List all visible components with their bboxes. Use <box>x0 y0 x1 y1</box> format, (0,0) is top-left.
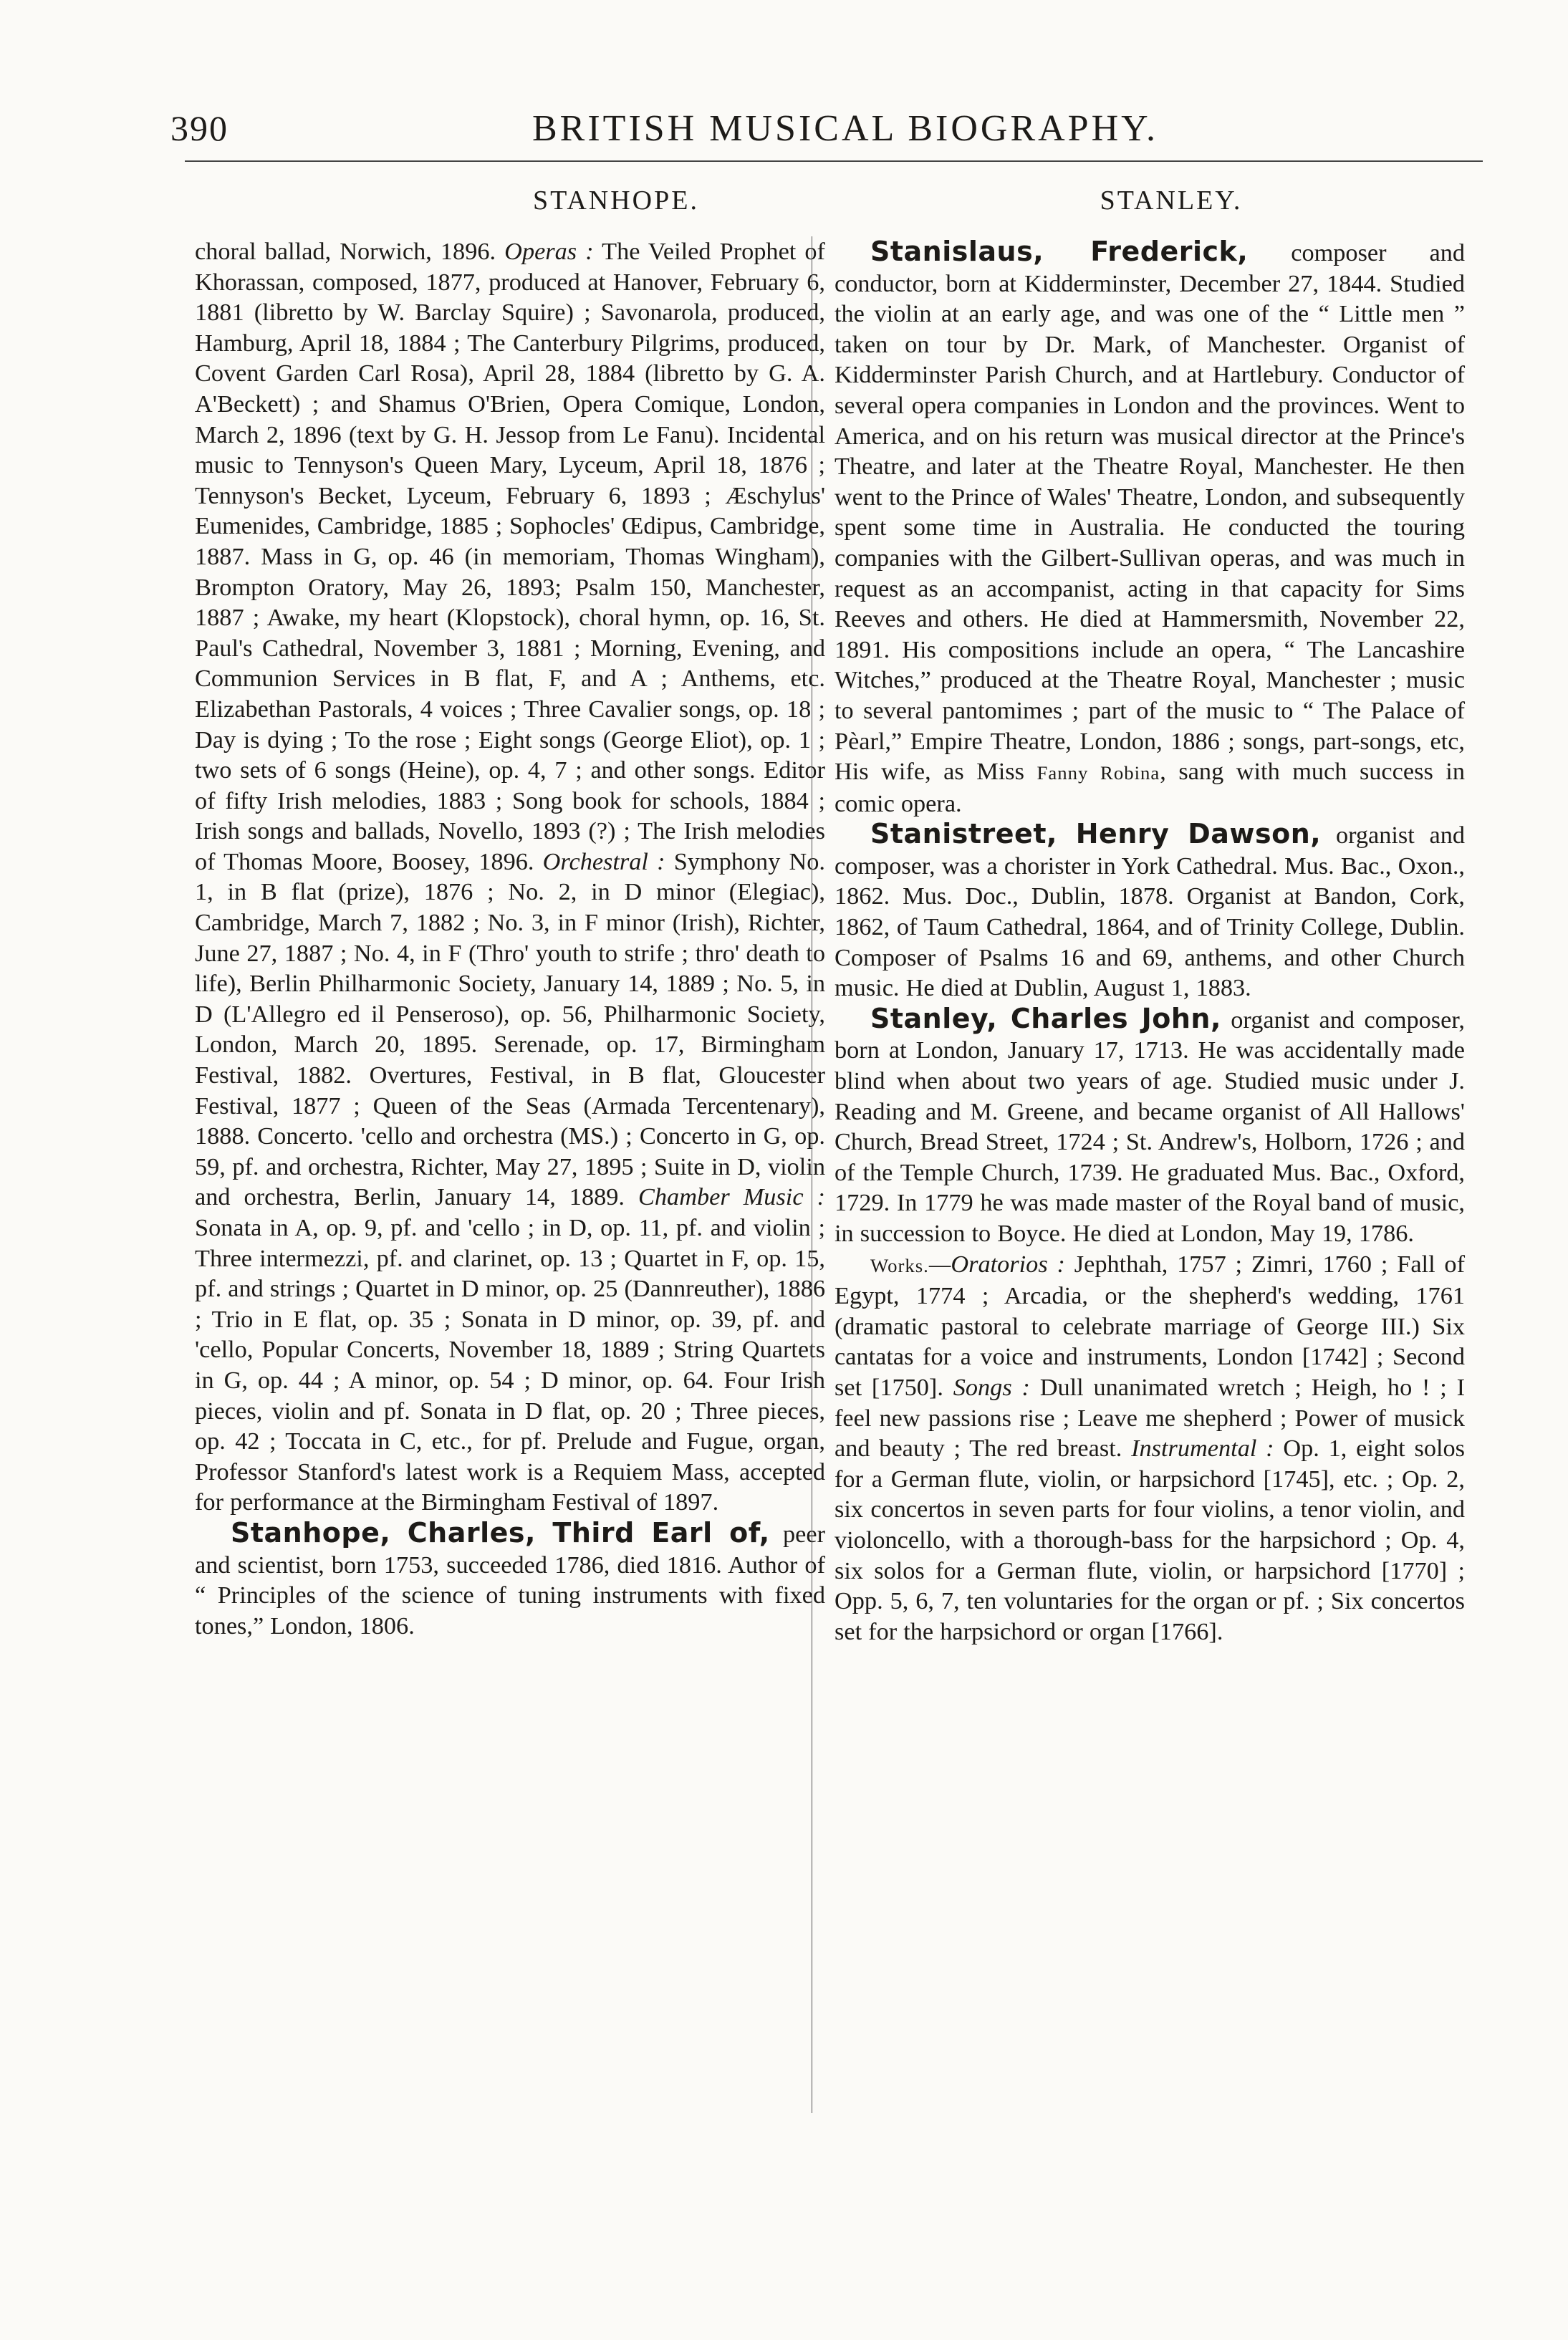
small-caps-name: Fanny Robina <box>1036 762 1160 784</box>
running-title: BRITISH MUSICAL BIOGRAPHY. <box>532 108 1158 149</box>
operas-label: Operas : <box>504 238 594 265</box>
text-run: Sonata in A, op. 9, pf. and 'cello ; in D, op. 11, pf. and violin ; Three intermezzi, pf. and clarinet, op. 13 ; Quartet in F, op. 15, pf. and strings ; Quartet in D minor, op. 25 (Dannreuther), 1886 ; Trio in E flat, op. 35 ; Sonata in D minor, op. 39, pf. and 'cello, Popular Concerts, November 18, 1889 ; String Quartets in G, op. 44 ; A minor, op. 54 ; D minor, op. 64. Four Irish pieces, violin and pf. Sonata in D flat, op. 20 ; Three pieces, op. 42 ; Toccata in C, etc., for pf. Prelude and Fugue, organ, Professor Stanford's latest work is a Requiem Mass, accepted for performance at the Birmingham Festival of 1897. <box>195 1214 825 1516</box>
text-run: Jephthah, 1757 ; Zimri, 1760 ; Fall of Egypt, 1774 ; Arcadia, or the shepherd's wedding, 1761 (dramatic pastoral to celebrate marriage of George III.) Six cantatas for a voice and instruments, London [1742] ; Second set [1750]. <box>834 1250 1466 1401</box>
text-run: Dull unanimated wretch ; Heigh, ho ! ; I feel new passions rise ; Leave me shepherd ; Power of musick and beauty ; The red breast. <box>834 1373 1466 1463</box>
left-column-heading: STANHOPE. <box>533 186 699 216</box>
entry-text: organist and composer, born at London, January 17, 1713. He was accidentally made blind when about two years of age. Studied music under J. Reading and M. Greene, and became organist of All Hallows' Church, Bread Street, 1724 ; St. Andrew's, Holborn, 1726 ; and of the Temple Church, 1739. He graduated Mus. Bac., Oxford, 1729. In 1779 he was made master of the Royal band of music, in succession to Boyce. He died at London, May 19, 1786. <box>834 1006 1465 1247</box>
header-rule <box>185 160 1483 162</box>
left-column <box>195 236 825 1641</box>
stanistreet-entry <box>834 819 1465 1003</box>
entry-text: peer and scientist, born 1753, succeeded 1786, died 1816. Author of “ Principles of the science of tuning instruments with fixed tones,” London, 1806. <box>195 1520 825 1640</box>
entry-name: Stanislaus, Frederick, <box>870 236 1249 267</box>
works-label: Works. <box>870 1254 929 1276</box>
page-number: 390 <box>170 108 229 148</box>
right-column <box>834 236 1465 1647</box>
text-run: The Veiled Prophet of Khorassan, composed, 1877, produced at Hanover, February 6, 1881 (libretto by W. Barclay Squire) ; Savonarola, produced, Hamburg, April 18, 1884 ; The Canterbury Pilgrims, produced, Covent Garden Carl Rosa), April 28, 1884 (libretto by G. A. A'Beckett) ; and Shamus O'Brien, Opera Comique, London, March 2, 1896 (text by G. H. Jessop from Le Fanu). Incidental music to Tennyson's Queen Mary, Lyceum, April 18, 1876 ; Tennyson's Becket, Lyceum, February 6, 1893 ; Æschylus' Eumenides, Cambridge, 1885 ; Sophocles' Œdipus, Cambridge, 1887. Mass in G, op. 46 (in memoriam, Thomas Wingham), Brompton Oratory, May 26, 1893; Psalm 150, Manchester, 1887 ; Awake, my heart (Klopstock), choral hymn, op. 16, St. Paul's Cathedral, November 3, 1881 ; Morning, Evening, and Communion Services in B flat, F, and A ; Anthems, etc. Elizabethan Pastorals, 4 voices ; Three Cavalier songs, op. 18 ; Day is dying ; To the rose ; Eight songs (George Eliot), op. 1 ; two sets of 6 songs (Heine), op. 4, 7 ; and other songs. Editor of fifty Irish melodies, 1883 ; Song book for schools, 1884 ; Irish songs and ballads, Novello, 1893 (?) ; The Irish melodies of Thomas Moore, Boosey, 1896. <box>195 238 825 875</box>
text-run: Op. 1, eight solos for a German flute, violin, or harpsichord [1745], etc. ; Op. 2, six concertos in seven parts for four violins, a tenor violin, and violoncello, with a thorough-bass for the harpsichord ; Op. 4, six solos for a German flute, violin, or harpsichord [1770] ; Opp. 5, 6, 7, ten voluntaries for the organ or pf. ; Six concertos set for the harpsichord or organ [1766]. <box>834 1435 1465 1645</box>
text-run: Symphony No. 1, in B flat (prize), 1876 ; No. 2, in D minor (Elegiac), Cambridge, March 7, 1882 ; No. 3, in F minor (Irish), Richter, June 27, 1887 ; No. 4, in F (Thro' youth to strife ; thro' death to life), Berlin Philharmonic Society, January 14, 1889 ; No. 5, in D (L'Allegro ed il Penseroso), op. 56, Philharmonic Society, London, March 20, 1895. Serenade, op. 17, Birmingham Festival, 1882. Overtures, Festival, in B flat, Gloucester Festival, 1877 ; Queen of the Seas (Armada Tercentenary), 1888. Concerto. 'cello and orchestra (MS.) ; Concerto in G, op. 59, pf. and orchestra, Richter, May 27, 1895 ; Suite in D, violin and orchestra, Berlin, January 14, 1889. <box>195 847 825 1211</box>
stanley-works <box>834 1249 1465 1647</box>
chamber-music-label: Chamber Music : <box>638 1183 826 1211</box>
entry-text: composer and conductor, born at Kidderminster, December 27, 1844. Studied the violin at an early age, and was one of the “ Little men ” taken on tour by Dr. Mark, of Manchester. Organist of Kidderminster Parish Church, and at Hartlebury. Conductor of several opera companies in London and the provinces. Went to America, and on his return was musical director at the Prince's Theatre, and later at the Theatre Royal, Manchester. He then went to the Prince of Wales' Theatre, London, and subsequently spent some time in Australia. He conducted the touring companies with the Gilbert-Sullivan operas, and was much in request as an accompanist, acting in that capacity for Sims Reeves and others. He died at Hammersmith, November 22, 1891. His compositions include an opera, “ The Lancashire Witches,” produced at the Theatre Royal, Manchester ; music to several pantomimes ; part of the music to “ The Palace of Pèarl,” Empire Theatre, London, 1886 ; songs, part-songs, etc, His wife, as Miss <box>834 239 1466 786</box>
songs-label: Songs : <box>953 1373 1030 1401</box>
entry-name: Stanistreet, Henry Dawson, <box>870 818 1322 850</box>
stanhope-entry <box>195 1518 825 1641</box>
instrumental-label: Instrumental : <box>1131 1435 1274 1463</box>
oratorios-label: —Oratorios : <box>928 1250 1065 1278</box>
orchestral-label: Orchestral : <box>542 847 665 875</box>
stanford-entry-continuation <box>195 236 825 1518</box>
stanley-entry <box>834 1003 1465 1249</box>
entry-name: Stanhope, Charles, Third Earl of, <box>231 1516 770 1549</box>
entry-name: Stanley, Charles John, <box>870 1002 1221 1034</box>
right-column-heading: STANLEY. <box>1100 186 1243 216</box>
stanislaus-entry <box>834 236 1465 819</box>
text-run: choral ballad, Norwich, 1896. <box>195 238 496 265</box>
entry-text: organist and composer, was a chorister in York Cathedral. Mus. Bac., Oxon., 1862. Mus. Doc., Dublin, 1878. Organist at Bandon, Cork, 1862, of Taum Cathedral, 1864, and of Trinity College, Dublin. Composer of Psalms 16 and 69, anthems, and other Church music. He died at Dublin, August 1, 1883. <box>834 822 1466 1002</box>
entry-text: , sang with much success in comic opera. <box>834 758 1465 817</box>
